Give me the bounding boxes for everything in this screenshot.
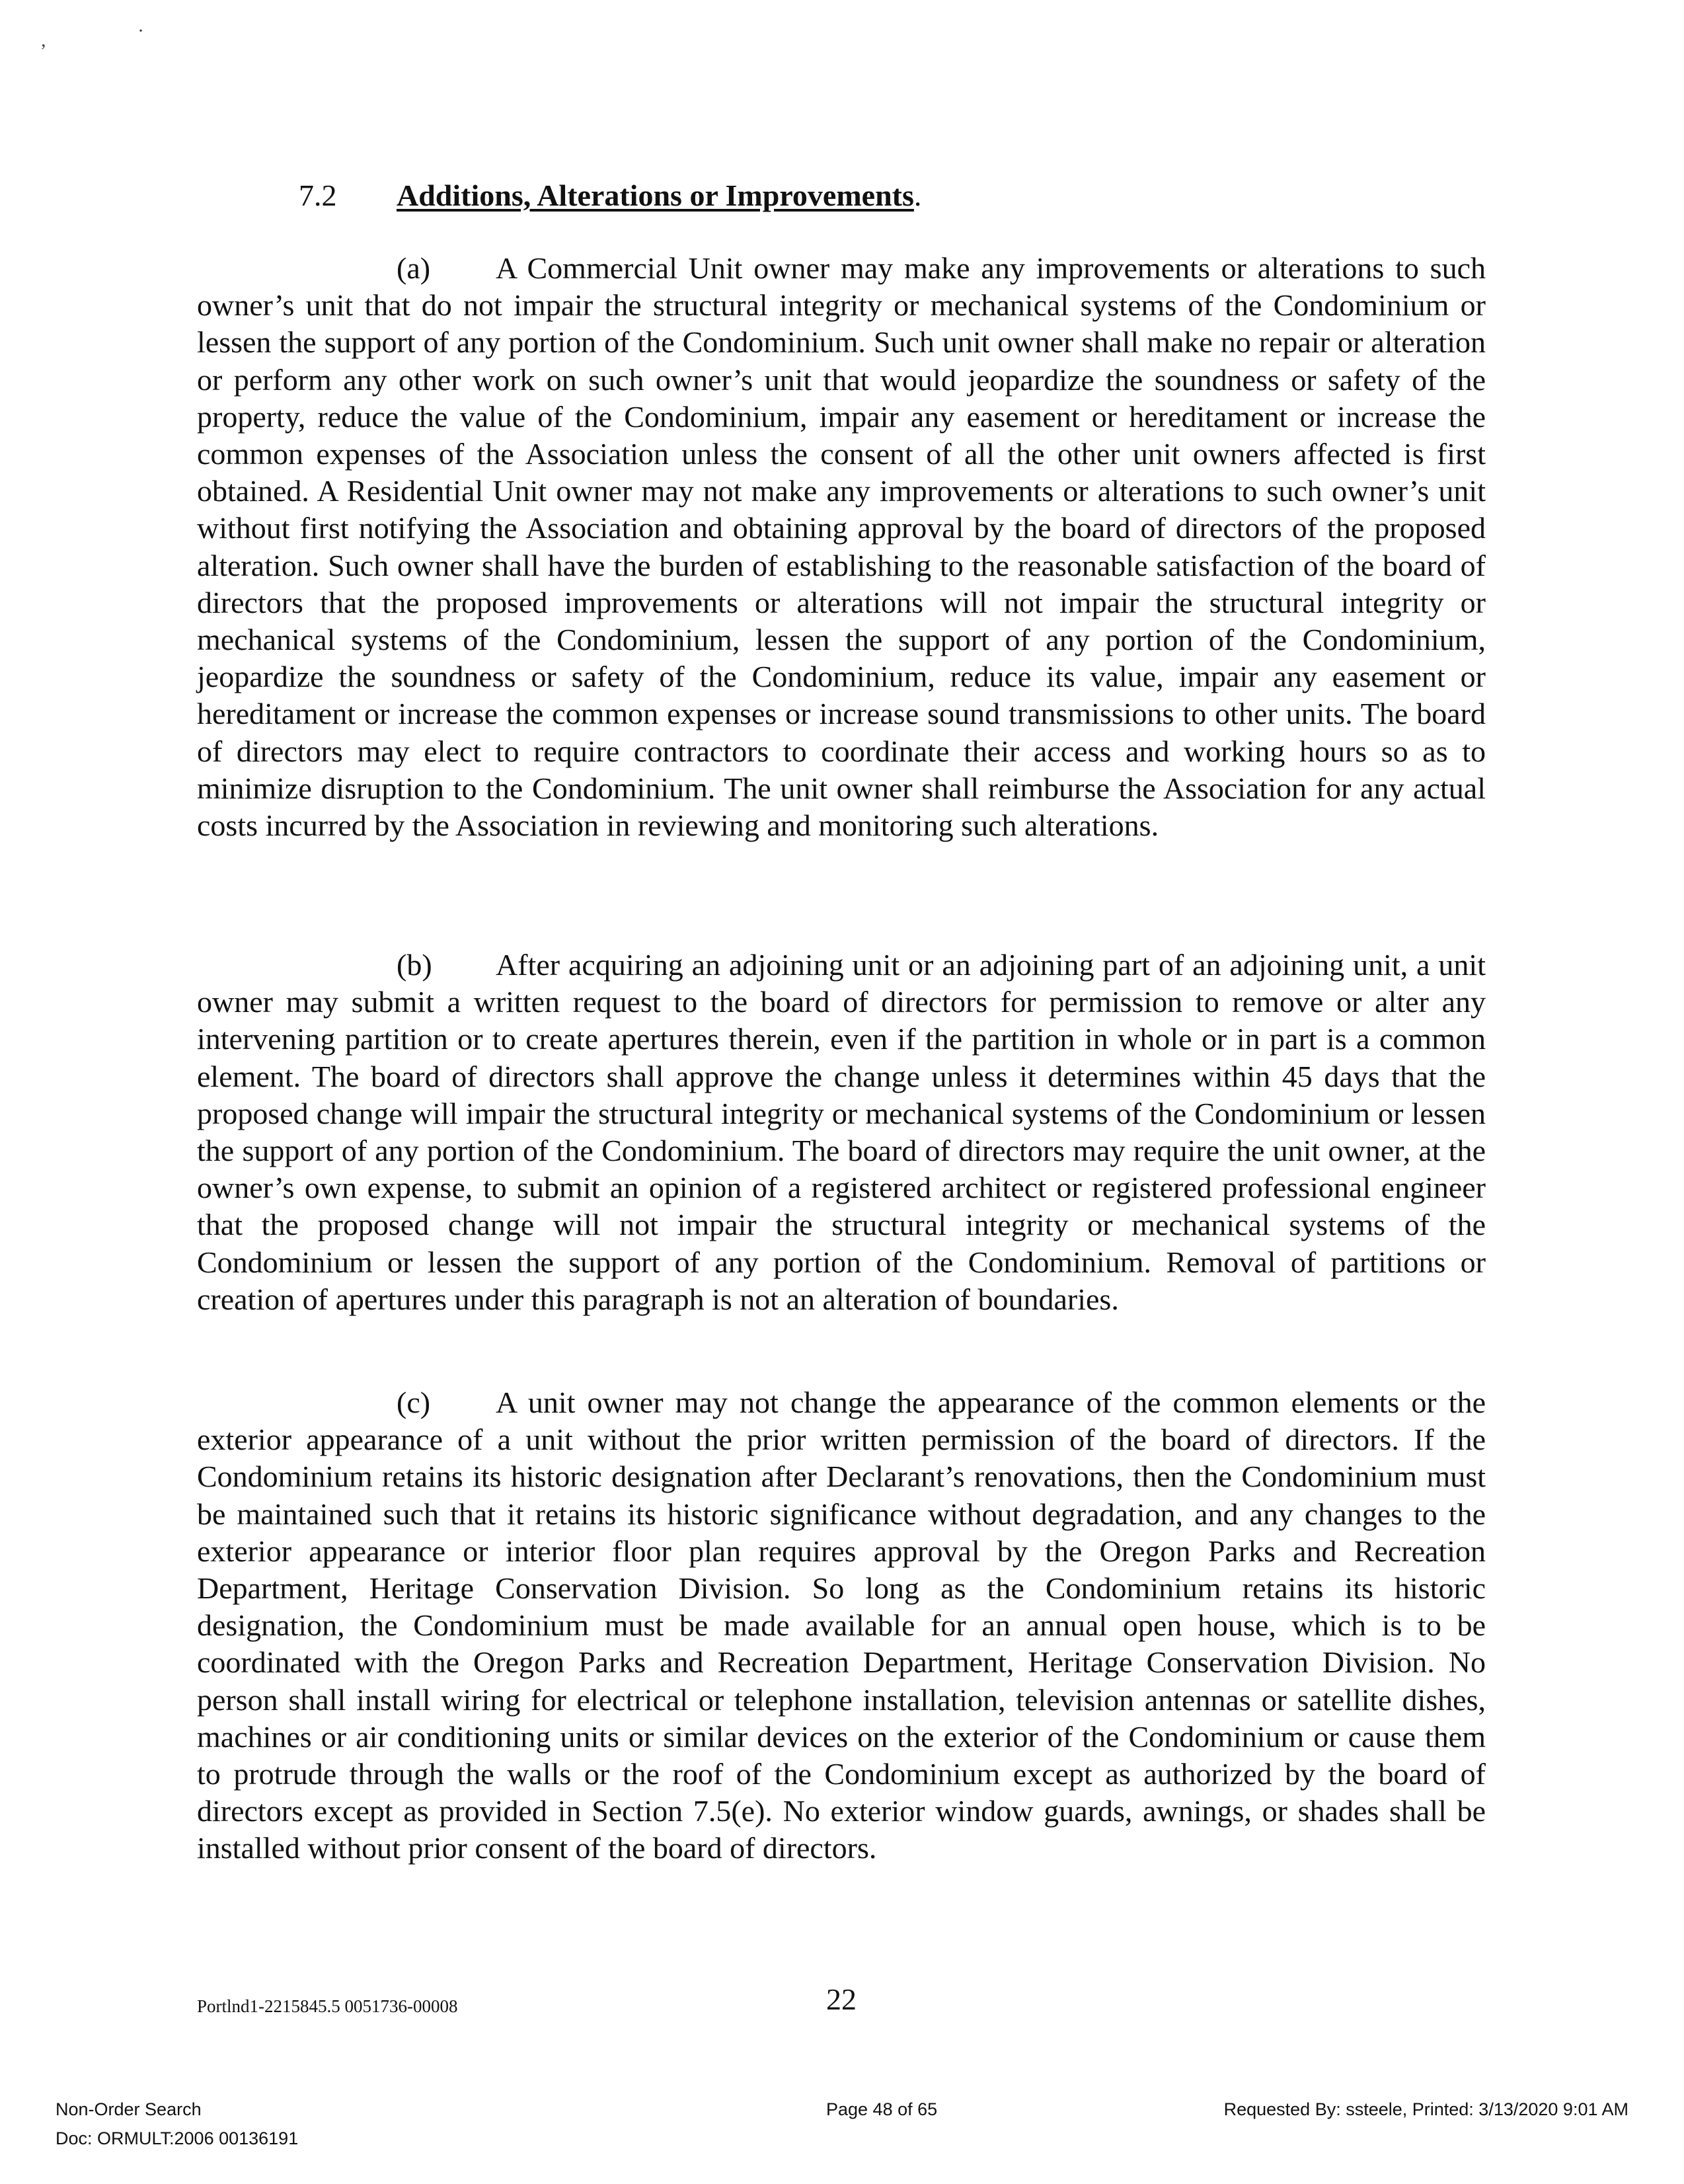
paragraph-a [197, 250, 1486, 844]
page-number: 22 [826, 1982, 857, 2016]
section-title: Additions, Alterations or Improvements [397, 178, 914, 212]
section-heading [299, 177, 921, 214]
paragraph-c [197, 1384, 1486, 1867]
paragraph-text: A unit owner may not change the appearance of the common elements or the exterior appearance of a unit without the prior written permission of the board of directors. If the Condominium retains its historic designation after Declarant’s renovations, then the Condominium must be maintained such that it retains its historic significance without degradation, and any changes to the exterior appearance or interior floor plan requires approval by the Oregon Parks and Recreation Department, Heritage Conservation Division. So long as the Condominium retains its historic designation, the Condominium must be made available for an annual open house, which is to be coordinated with the Oregon Parks and Recreation Department, Heritage Conservation Division. No person shall install wiring for electrical or telephone installation, television antennas or satellite dishes, machines or air conditioning units or similar devices on the exterior of the Condominium or cause them to protrude through the walls or the roof of the Condominium except as authorized by the board of directors except as provided in Section 7.5(e). No exterior window guards, awnings, or shades shall be installed without prior consent of the board of directors. [197, 1385, 1486, 1865]
page-counter: Page 48 of 65 [826, 2099, 938, 2119]
document-reference: Portlnd1-2215845.5 0051736-00008 [197, 1996, 458, 2016]
paragraph-b [197, 947, 1486, 1318]
paragraph-text: A Commercial Unit owner may make any improvements or alterations to such owner’s unit that do not impair the structural integrity or mechanical systems of the Condominium or lessen the support of any portion of the Condominium. Such unit owner shall make no repair or alteration or perform any other work on such owner’s unit that would jeopardize the soundness or safety of the property, reduce the value of the Condominium, impair any easement or hereditament or increase the common expenses of the Association unless the consent of all the other unit owners affected is first obtained. A Residential Unit owner may not make any improvements or alterations to such owner’s unit without first notifying the Association and obtaining approval by the board of directors of the proposed alteration. Such owner shall have the burden of establishing to the reasonable satisfaction of the board of directors that the proposed improvements or alterations will not impair the structural integrity or mechanical systems of the Condominium, lessen the support of any portion of the Condominium, jeopardize the soundness or safety of the Condominium, reduce its value, impair any easement or hereditament or increase the common expenses or increase sound transmissions to other units. The board of directors may elect to require contractors to coordinate their access and working hours so as to minimize disruption to the Condominium. The unit owner shall reimburse the Association for any actual costs incurred by the Association in reviewing and monitoring such alterations. [197, 251, 1486, 843]
stray-mark: · [137, 20, 144, 42]
paragraph-label: (b) [397, 948, 432, 982]
paragraph-label: (a) [397, 251, 431, 285]
paragraph-text: After acquiring an adjoining unit or an adjoining part of an adjoining unit, a unit owner may submit a written request to the board of directors for permission to remove or alter any intervening partition or to create apertures therein, even if the partition in whole or in part is a common element. The board of directors shall approve the change unless it determines within 45 days that the proposed change will impair the structural integrity or mechanical systems of the Condominium or lessen the support of any portion of the Condominium. The board of directors may require the unit owner, at the owner’s own expense, to submit an opinion of a registered architect or registered professional engineer that the proposed change will not impair the structural integrity or mechanical systems of the Condominium or lessen the support of any portion of the Condominium. Removal of partitions or creation of apertures under this paragraph is not an alteration of boundaries. [197, 948, 1486, 1316]
section-title-period: . [913, 178, 922, 212]
doc-id: Doc: ORMULT:2006 00136191 [56, 2128, 299, 2148]
requested-by: Requested By: ssteele, Printed: 3/13/2020 9:01 AM [1223, 2099, 1628, 2119]
section-number: 7.2 [299, 178, 337, 212]
search-type: Non-Order Search [56, 2099, 202, 2119]
paragraph-label: (c) [397, 1385, 431, 1419]
stray-mark: , [41, 29, 46, 51]
